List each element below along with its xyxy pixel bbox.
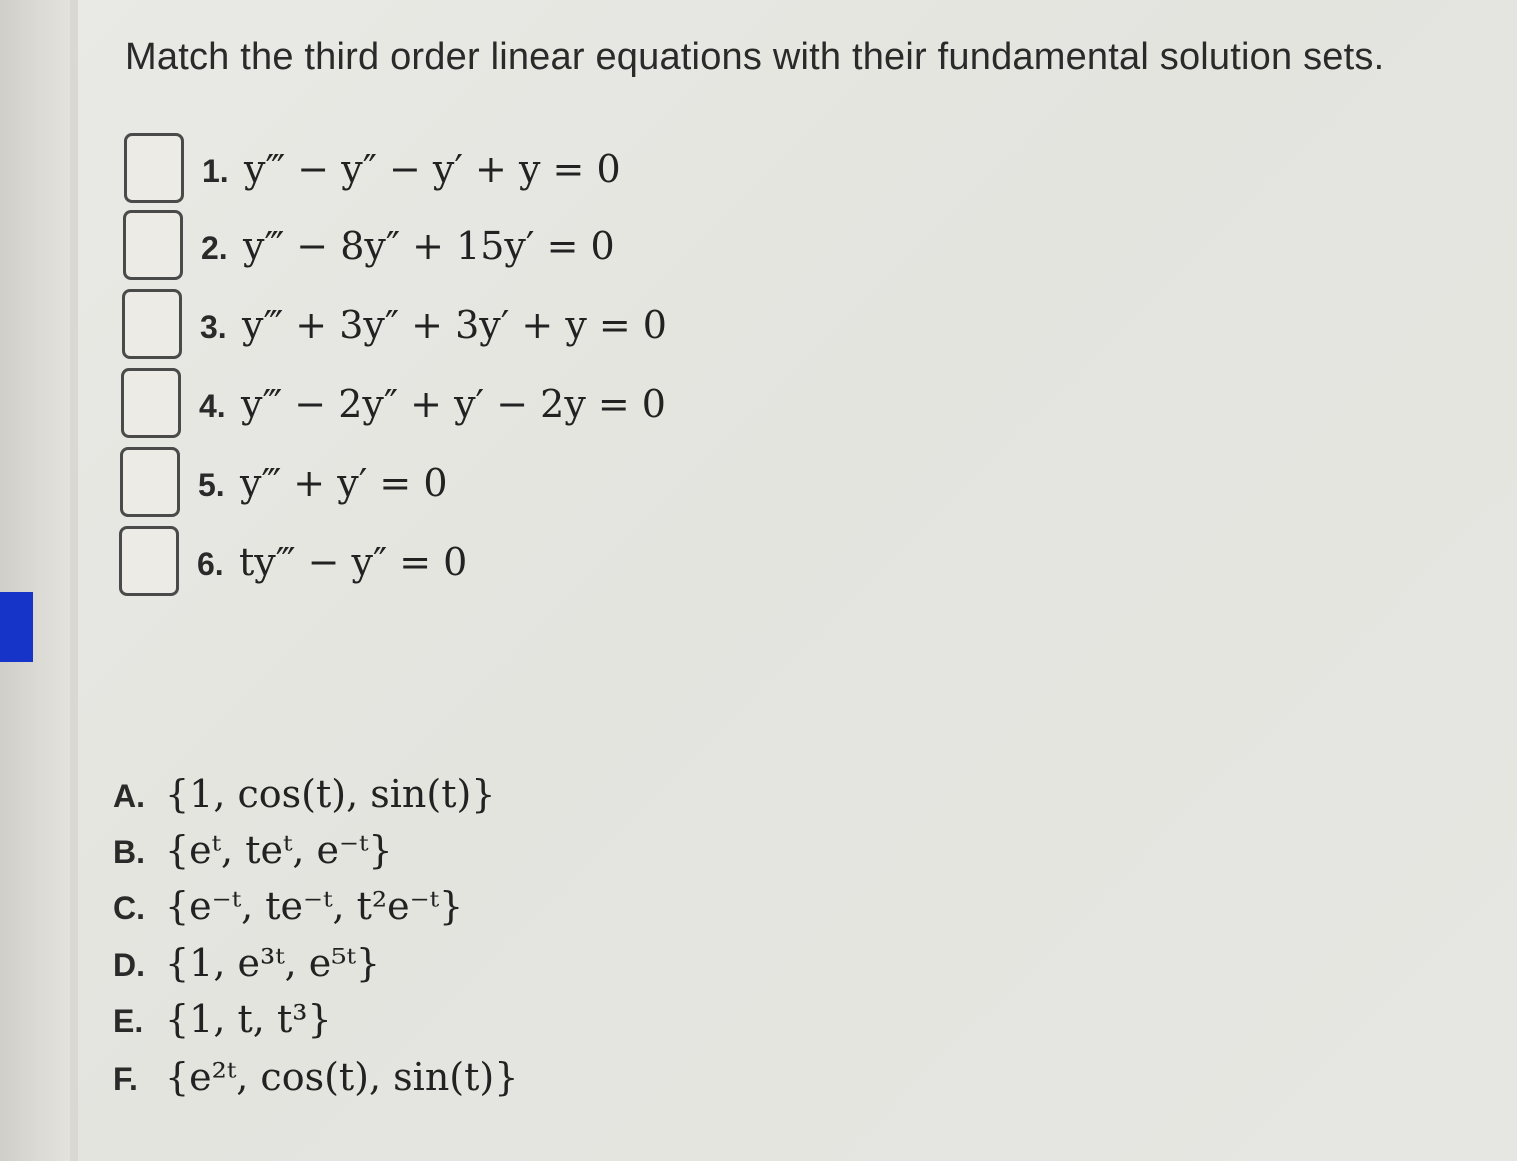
option-text: {1, t, t³} [165, 997, 332, 1041]
answer-input-2[interactable] [123, 210, 183, 280]
answer-input-6[interactable] [119, 526, 179, 596]
answer-input-1[interactable] [124, 133, 184, 203]
option-letter: D. [113, 947, 145, 983]
option-text: {e⁻ᵗ, te⁻ᵗ, t²e⁻ᵗ} [165, 884, 464, 928]
option-letter: A. [113, 778, 145, 814]
equation-text: ty‴ − y″ = 0 [239, 540, 468, 584]
equation-number: 3. [200, 309, 227, 345]
option-text: {1, cos(t), sin(t)} [165, 772, 496, 816]
option-text: {eᵗ, teᵗ, e⁻ᵗ} [165, 828, 393, 872]
equation-number: 6. [197, 546, 224, 582]
option-text: {e²ᵗ, cos(t), sin(t)} [165, 1055, 519, 1099]
equation-number: 5. [198, 467, 225, 503]
answer-input-5[interactable] [120, 447, 180, 517]
equation-text: y‴ − 8y″ + 15y′ = 0 [243, 224, 615, 268]
equation-text: y‴ + y′ = 0 [240, 461, 448, 505]
answer-input-4[interactable] [121, 368, 181, 438]
equation-text: y‴ + 3y″ + 3y′ + y = 0 [242, 303, 667, 347]
answer-input-3[interactable] [122, 289, 182, 359]
equation-text: y‴ − y″ − y′ + y = 0 [244, 147, 621, 191]
equation-number: 4. [199, 388, 226, 424]
option-letter: E. [113, 1003, 144, 1039]
equation-number: 2. [201, 230, 228, 266]
option-letter: C. [113, 890, 145, 926]
option-letter: B. [113, 834, 145, 870]
option-letter: F. [113, 1061, 138, 1097]
equation-number: 1. [202, 153, 229, 189]
question-text: Match the third order linear equations with their fundamental solution sets. [125, 36, 1385, 78]
option-text: {1, e³ᵗ, e⁵ᵗ} [165, 941, 381, 985]
window-left-edge [0, 0, 70, 1161]
equation-text: y‴ − 2y″ + y′ − 2y = 0 [241, 382, 666, 426]
side-tab[interactable] [0, 592, 33, 662]
